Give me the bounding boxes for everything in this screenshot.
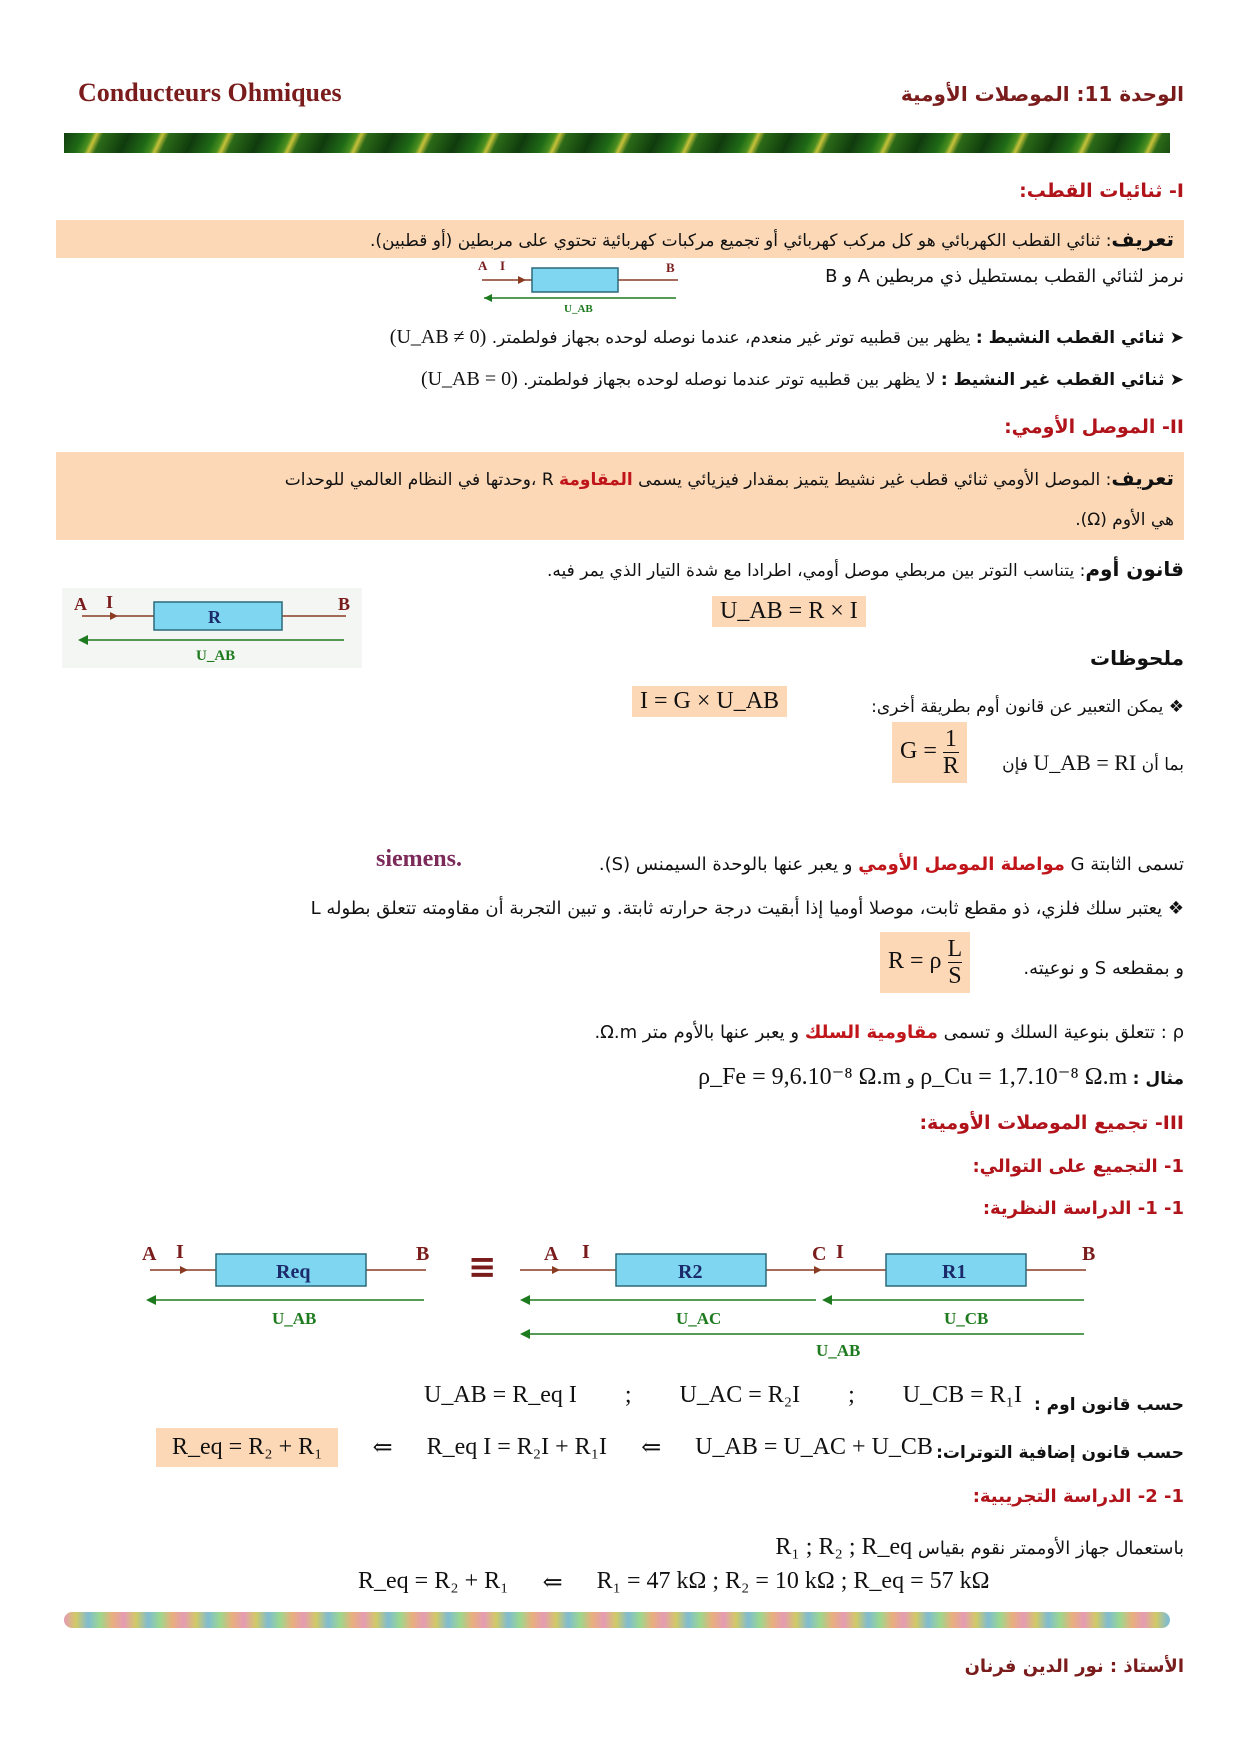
- sub-1-1: 1- 1- الدراسة النظرية:: [982, 1198, 1184, 1219]
- wire-1: يعتبر سلك فلزي، ذو مقطع ثابت، موصلا أوميا إذا أبقيت درجة حرارته ثابتة. و تبين التجربة أن مقاومته تتعلق بطوله L: [310, 898, 1163, 919]
- passive-bullet-icon: ➤: [1164, 370, 1184, 390]
- ohm-law-formula: U_AB = R × I: [712, 596, 866, 627]
- arrow-3: ⇐: [542, 1570, 563, 1596]
- R-den: S: [948, 963, 962, 989]
- example-fe: ρ_Fe = 9,6.10⁻⁸ Ω.m: [698, 1064, 902, 1090]
- exp-result: R_eq = R₂ + R₁: [358, 1568, 509, 1594]
- notes-label: ملحوظات: [1090, 646, 1184, 670]
- note2-pre: بما أن: [1141, 755, 1184, 775]
- ohm-R: R: [208, 607, 221, 627]
- active-dipole: [390, 324, 1184, 351]
- R-fraction: [948, 936, 963, 989]
- s-UAC: U_AC: [676, 1309, 722, 1328]
- header-banner: [64, 133, 1170, 153]
- sub-1: 1- التجميع على التوالي:: [972, 1156, 1184, 1177]
- passive-math: (U_AB = 0): [420, 368, 518, 390]
- small-U: U_AB: [564, 303, 593, 315]
- author: الأستاذ : نور الدين فرنان: [964, 1656, 1184, 1677]
- passive-text: لا يظهر بين قطبيه توتر عندما نوصله لوحده بجهاز فولطمتر.: [523, 370, 941, 390]
- exp-list: R₁ ; R₂ ; R_eq: [775, 1534, 913, 1560]
- s-I1: I: [582, 1241, 590, 1263]
- definition-dipole: [56, 220, 1184, 258]
- rho-red: مقاومية السلك: [804, 1022, 938, 1043]
- active-bullet-icon: ➤: [1164, 328, 1184, 348]
- def2-text-1: : الموصل الأومي ثنائي قطب غير نشيط يتميز بمقدار فيزيائي يسمى: [638, 470, 1112, 490]
- s-UAB: U_AB: [816, 1341, 861, 1360]
- G-den: R: [942, 753, 959, 779]
- ohm-U: U_AB: [196, 648, 236, 664]
- wire-text-1: [311, 896, 1184, 922]
- eq-A: A: [142, 1243, 157, 1265]
- small-I: I: [500, 258, 506, 273]
- eq-U: U_AB: [272, 1309, 317, 1328]
- section-1-title: I- ثنائيات القطب:: [1019, 180, 1184, 202]
- ohm-eq-uac: U_AC = R₂I: [679, 1382, 801, 1408]
- eq-B: B: [416, 1243, 430, 1265]
- eq-R: Req: [276, 1261, 311, 1283]
- active-label: ثنائي القطب النشيط :: [975, 328, 1165, 348]
- ohm-eq-sep2: ;: [848, 1382, 855, 1408]
- additivity-label: حسب قانون إضافية التوترات:: [936, 1443, 1184, 1463]
- ohm-eq-sep1: ;: [624, 1382, 632, 1408]
- ohm-series-eqs: [424, 1382, 1022, 1409]
- conductance-text: [599, 852, 1184, 878]
- passive-dipole: [421, 366, 1184, 393]
- note1-formula: I = G × U_AB: [632, 686, 787, 717]
- example-label: مثال :: [1132, 1069, 1184, 1089]
- eq-I: I: [176, 1241, 184, 1263]
- additivity-eqs: [156, 1428, 933, 1467]
- law-text: : يتناسب التوتر بين مربطي موصل أومي، اطرادا مع شدة التيار الذي يمر فيه.: [547, 561, 1086, 581]
- s-R1: R1: [942, 1261, 967, 1283]
- definition-ohmic: [56, 452, 1184, 540]
- def2-red: المقاومة: [559, 470, 633, 490]
- left-title: Conducteurs Ohmiques: [78, 78, 342, 107]
- exp-text-line: [775, 1534, 1184, 1562]
- G-num: 1: [943, 726, 959, 753]
- siemens-word: siemens.: [376, 846, 462, 872]
- arrow-2: ⇐: [641, 1435, 662, 1461]
- rho-1: ρ : تتعلق بنوعية السلك و تسمى: [943, 1022, 1184, 1043]
- series-circuit-diagram: [136, 1240, 1116, 1360]
- passive-label: ثنائي القطب غير النشيط :: [940, 370, 1165, 390]
- ohm-A: A: [74, 594, 87, 614]
- ohm-law: [547, 556, 1184, 584]
- R-lhs: R = ρ: [888, 948, 942, 975]
- note-1: [871, 694, 1184, 720]
- example-line: [698, 1064, 1184, 1092]
- example-cu: ρ_Cu = 1,7.10⁻⁸ Ω.m: [920, 1064, 1128, 1090]
- exp-text: باستعمال جهاز الأوممتر نقوم بقياس: [917, 1538, 1184, 1559]
- ohm-I: I: [106, 592, 114, 612]
- s-A: A: [544, 1243, 559, 1265]
- def-text: : ثنائي القطب الكهربائي هو كل مركب كهربائي أو تجميع مركبات كهربائية تحتوي على مربطين (أو قطبين).: [370, 231, 1112, 251]
- R-num: L: [947, 936, 963, 962]
- add-eq2: R_eq I = R₂I + R₁I: [426, 1434, 608, 1460]
- s-B: B: [1082, 1243, 1096, 1265]
- active-math: (U_AB ≠ 0): [389, 326, 487, 348]
- ohm-eq-uab: U_AB = R_eq I: [424, 1382, 577, 1408]
- wire-bullet-icon: ❖: [1162, 898, 1184, 919]
- section-2-title: II- الموصل الأومي:: [1004, 416, 1184, 438]
- exp-values: R₁ = 47 kΩ ; R₂ = 10 kΩ ; R_eq = 57 kΩ: [596, 1568, 990, 1594]
- rho-2: و يعبر عنها بالأوم متر Ω.m.: [594, 1022, 800, 1043]
- s-UCB: U_CB: [944, 1309, 989, 1328]
- footer-decoration: [64, 1612, 1170, 1628]
- wire-text-2: و بمقطعه S و نوعيته.: [1023, 958, 1184, 979]
- resistivity-text: [594, 1020, 1184, 1046]
- note2-then: فإن: [1002, 755, 1028, 775]
- s-R2: R2: [678, 1261, 703, 1283]
- def2-text-2: R ،وحدتها في النظام العالمي للوحدات: [284, 470, 554, 490]
- equivalence-sign: ≡: [468, 1247, 497, 1287]
- add-result: R_eq = R₂ + R₁: [156, 1428, 338, 1467]
- small-B: B: [666, 260, 675, 275]
- ohm-eq-ucb: U_CB = R₁I: [902, 1382, 1023, 1408]
- ohm-series-label: حسب قانون اوم :: [1033, 1395, 1184, 1415]
- add-eq1: U_AB = U_AC + U_CB: [695, 1434, 933, 1460]
- small-A: A: [478, 258, 488, 273]
- def2-text-3: هي الأوم (Ω).: [1075, 510, 1174, 530]
- conductance-2: و يعبر عنها بالوحدة السيمنس (S).: [598, 854, 853, 875]
- G-formula: [892, 722, 967, 783]
- dipole-symbol: [470, 258, 690, 318]
- note1-bullet-icon: ❖: [1163, 697, 1184, 717]
- ohm-B: B: [338, 594, 351, 614]
- arrow-1: ⇐: [372, 1435, 393, 1461]
- note1-text: يمكن التعبير عن قانون أوم بطريقة أخرى:: [871, 697, 1164, 717]
- law-label: قانون أوم: [1085, 557, 1184, 581]
- unit-title: الوحدة 11: الموصلات الأومية: [900, 82, 1184, 106]
- R-formula: [880, 932, 970, 993]
- conductance-red: مواصلة الموصل الأومي: [858, 854, 1065, 875]
- section-3-title: III- تجميع الموصلات الأومية:: [919, 1112, 1184, 1134]
- def2-label: تعريف: [1111, 466, 1174, 490]
- ohm-resistor-diagram: [62, 588, 362, 668]
- G-fraction: [943, 726, 959, 779]
- active-text: يظهر بين قطبيه توتر غير منعدم، عندما نوصله لوحده بجهاز فولطمتر.: [491, 328, 976, 348]
- conductance-1: تسمى الثابتة G: [1070, 854, 1184, 875]
- note2-eq: U_AB = RI: [1033, 750, 1137, 775]
- s-I2: I: [836, 1241, 844, 1263]
- exp-values-line: [358, 1568, 989, 1597]
- def-label: تعريف: [1111, 227, 1174, 251]
- G-lhs: G =: [900, 738, 937, 765]
- example-and: و: [906, 1069, 915, 1089]
- s-C: C: [812, 1243, 827, 1265]
- note-2: [1002, 750, 1184, 778]
- sub-1-2: 1- 2- الدراسة التجريبية:: [972, 1486, 1184, 1507]
- symbol-text: نرمز لثنائي القطب بمستطيل ذي مربطين A و B: [825, 266, 1184, 287]
